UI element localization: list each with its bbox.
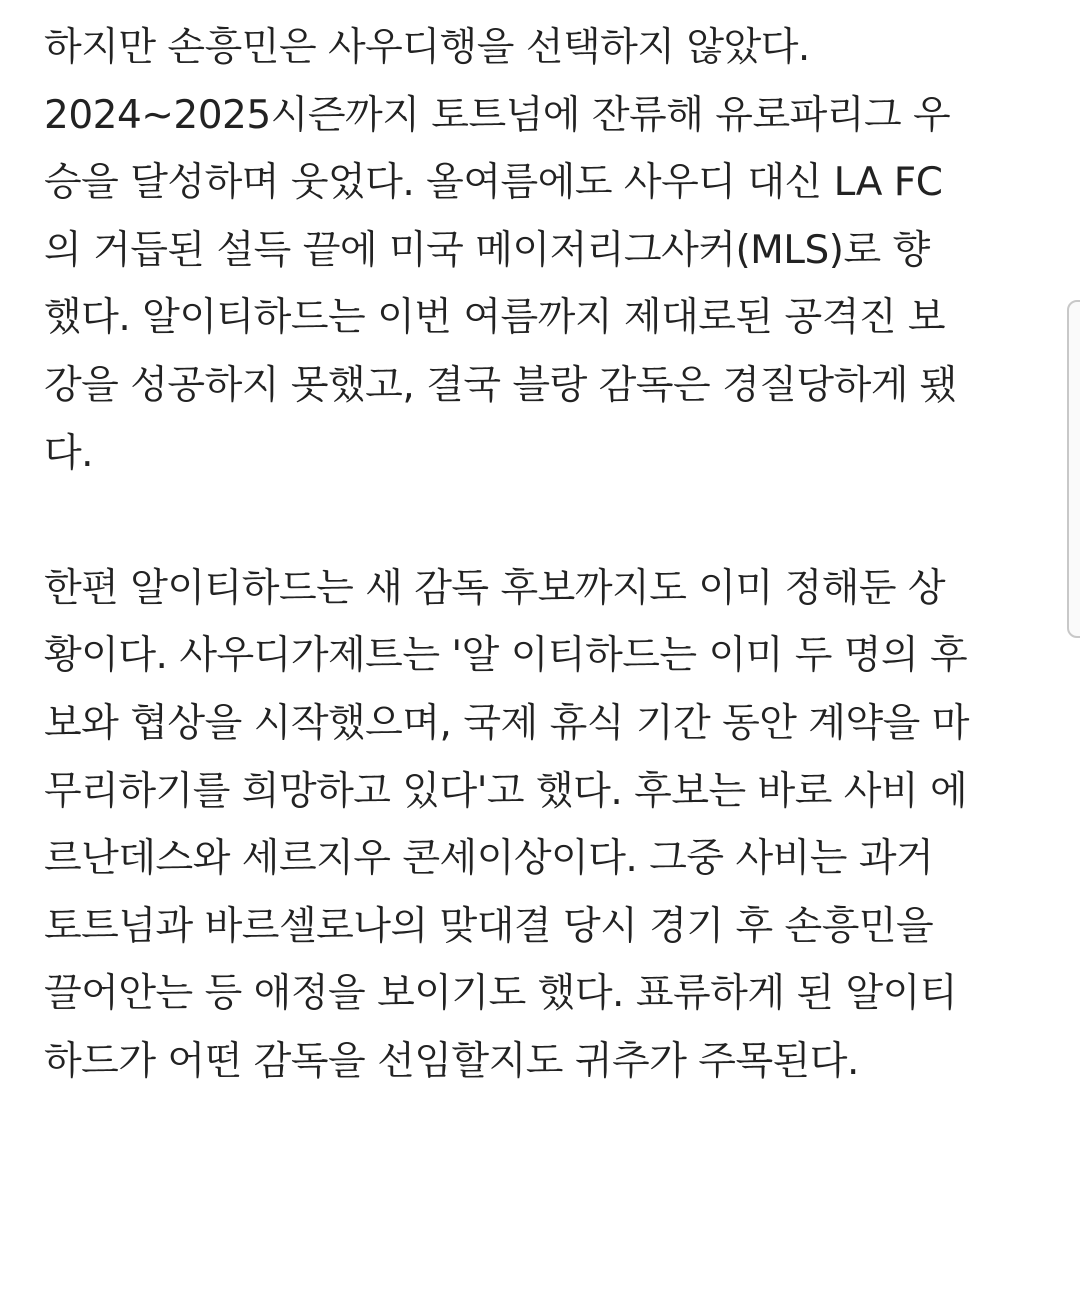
text-line: 강을 성공하지 못했고, 결국 블랑 감독은 경질당하게 됐 [44, 362, 958, 408]
paragraph-1 [44, 14, 1044, 487]
text-line: 2024~2025시즌까지 토트넘에 잔류해 유로파리그 우 [44, 92, 951, 138]
text-line: 무리하기를 희망하고 있다'고 했다. 후보는 바로 사비 에 [44, 768, 968, 814]
text-line: 의 거듭된 설득 끝에 미국 메이저리그사커(MLS)로 향 [44, 227, 930, 273]
text-line: 다. [44, 430, 94, 476]
edge-scroll-handle[interactable] [1067, 300, 1080, 638]
text-line: 황이다. 사우디가제트는 '알 이티하드는 이미 두 명의 후 [44, 633, 968, 679]
article-body [44, 14, 1044, 1096]
text-line: 하지만 손흥민은 사우디행을 선택하지 않았다. [44, 25, 810, 70]
text-line: 했다. 알이티하드는 이번 여름까지 제대로된 공격진 보 [44, 295, 946, 341]
text-line: 한편 알이티하드는 새 감독 후보까지도 이미 정해둔 상 [44, 565, 946, 611]
paragraph-2 [44, 555, 1044, 1096]
text-line: 하드가 어떤 감독을 선임할지도 귀추가 주목된다. [44, 1038, 859, 1084]
text-line: 승을 달성하며 웃었다. 올여름에도 사우디 대신 LA FC [44, 160, 943, 206]
paragraph-gap [44, 487, 1044, 555]
text-line: 르난데스와 세르지우 콘세이상이다. 그중 사비는 과거 [44, 836, 934, 882]
text-line: 끌어안는 등 애정을 보이기도 했다. 표류하게 된 알이티 [44, 971, 958, 1017]
text-line: 토트넘과 바르셀로나의 맞대결 당시 경기 후 손흥민을 [44, 903, 934, 949]
text-line: 보와 협상을 시작했으며, 국제 휴식 기간 동안 계약을 마 [44, 700, 969, 746]
